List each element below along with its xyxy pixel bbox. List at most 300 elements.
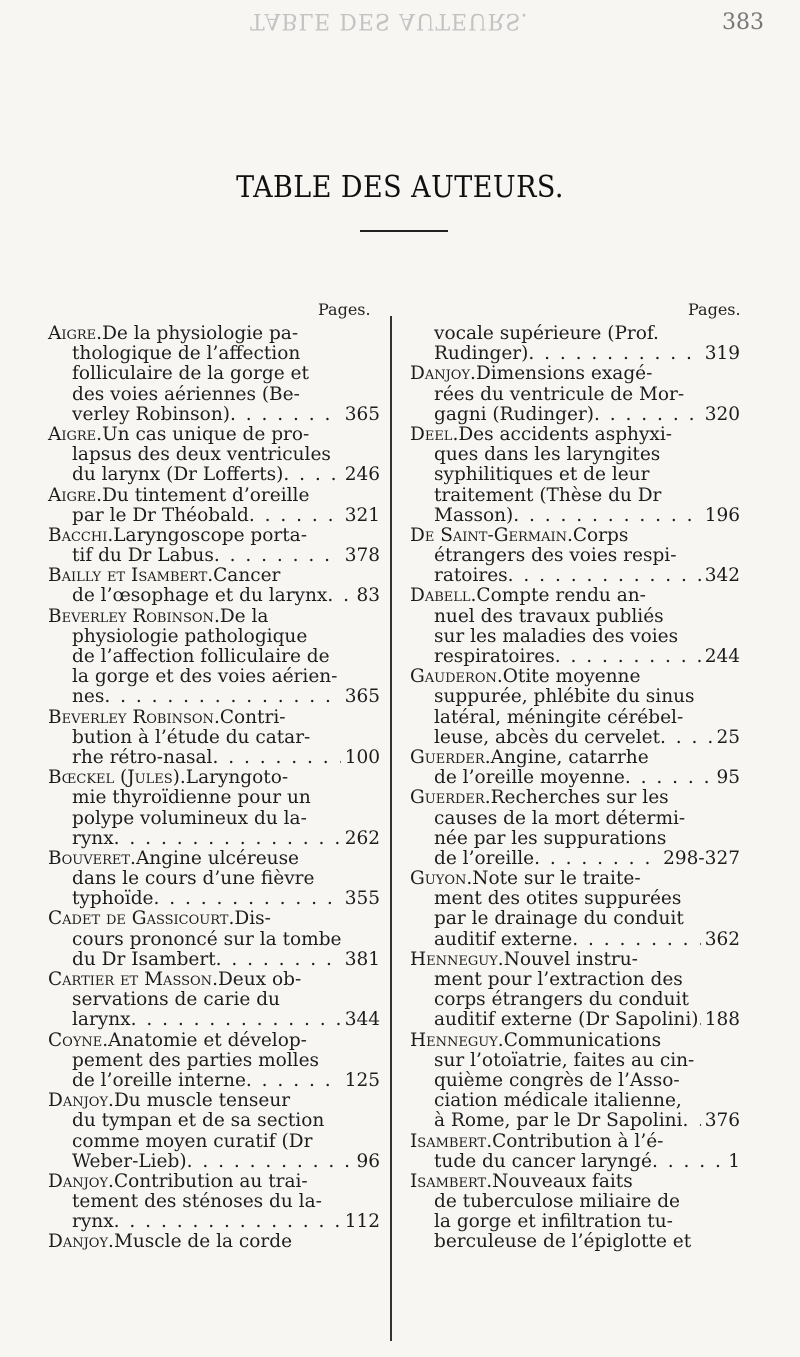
entry-line	[48, 627, 380, 647]
entry-line	[48, 1071, 380, 1091]
pages-header-left: Pages.	[318, 300, 371, 319]
entry-text: du larynx (Dr Lofferts)	[72, 464, 284, 486]
entry-text: respiratoires	[434, 646, 555, 667]
entry-author: Bouveret	[48, 847, 131, 869]
dot-leader	[513, 506, 700, 526]
index-entry	[410, 526, 740, 587]
entry-author: Isambert	[410, 1130, 487, 1152]
entry-text: Cancer	[213, 565, 281, 587]
entry-line: Isambert . Nouveaux faits	[410, 1170, 633, 1192]
entry-line	[48, 1192, 380, 1212]
index-entry	[48, 768, 380, 849]
entry-author: Henneguy	[410, 1029, 498, 1051]
entry-line: Cadet de Gassicourt . Dis-	[48, 908, 271, 930]
entry-text: du tympan et de sa section	[72, 1110, 325, 1132]
entry-text: leuse, abcès du cervelet	[434, 726, 661, 748]
entry-line: Dabell . Compte rendu an-	[410, 585, 646, 607]
entry-line	[410, 687, 740, 707]
entry-text: de l’oreille	[434, 847, 535, 869]
entry-line	[48, 586, 380, 606]
index-entry	[48, 1232, 380, 1252]
entry-author: Deel	[410, 423, 453, 445]
entry-text: syphilitiques et de leur	[434, 464, 650, 486]
entry-line	[48, 405, 380, 425]
entry-text: Contribution à l’é-	[492, 1130, 664, 1152]
entry-text: du Dr Isambert	[72, 948, 216, 970]
entry-text: tement des sténoses du la-	[72, 1191, 322, 1213]
dot-leader	[283, 465, 340, 485]
entry-line	[410, 324, 740, 344]
entry-text: Nouvel instru-	[503, 948, 638, 970]
entry-line: Guerder . Angine, catarrhe	[410, 746, 649, 768]
entry-page: 378	[344, 545, 380, 567]
entry-text: pement des parties molles	[72, 1049, 320, 1071]
entry-line	[410, 344, 740, 364]
entry-line: Danjoy . Dimensions exagé-	[410, 363, 653, 385]
entry-text: larynx	[72, 1009, 131, 1031]
entry-text: Muscle de la corde	[113, 1231, 293, 1253]
entry-text: berculeuse de l’épiglotte et	[434, 1231, 692, 1253]
entry-line	[48, 748, 380, 768]
entry-line	[48, 385, 380, 405]
entry-page: 262	[344, 827, 380, 849]
entry-text: Dimensions exagé-	[475, 363, 653, 385]
entry-line	[48, 506, 380, 526]
entry-line	[410, 627, 740, 647]
entry-author: Danjoy	[48, 1170, 109, 1192]
entry-text: Des accidents asphyxi-	[458, 423, 673, 445]
index-entry	[410, 364, 740, 425]
entry-text: auditif externe (Dr Sapolini)	[434, 1009, 699, 1031]
entry-text: nes	[72, 686, 105, 708]
index-entry	[410, 788, 740, 869]
entry-page: 25	[716, 726, 740, 748]
entry-line: Cartier et Masson . Deux ob-	[48, 969, 302, 990]
entry-line	[48, 364, 380, 384]
entry-page: 125	[344, 1069, 380, 1091]
entry-author: Henneguy	[410, 948, 498, 970]
entry-text: par le drainage du conduit	[434, 908, 684, 930]
entry-page: 188	[704, 1009, 740, 1031]
entry-line: Aigre . Un cas unique de pro-	[48, 423, 310, 445]
left-column	[48, 324, 380, 1253]
entry-text: Corps	[572, 524, 629, 546]
entry-page: 319	[704, 343, 740, 365]
entry-line: Deel . Des accidents asphyxi-	[410, 423, 673, 445]
entry-text: étrangers des voies respi-	[434, 545, 677, 567]
entry-line: Aigre . Du tintement d’oreille	[48, 484, 310, 506]
index-entry	[48, 566, 380, 606]
entry-page: 321	[344, 504, 380, 526]
entry-text: corps étrangers du conduit	[434, 989, 689, 1011]
entry-line	[48, 1132, 380, 1152]
entry-page: 298-327	[663, 847, 740, 869]
entry-page: 96	[356, 1150, 380, 1172]
dot-leader	[652, 1152, 724, 1172]
entry-author: Danjoy	[48, 1090, 109, 1112]
entry-author: Guyon	[410, 868, 467, 890]
entry-line: Danjoy . Contribution au trai-	[48, 1170, 308, 1192]
entry-author: Coyne	[48, 1029, 103, 1051]
entry-line	[48, 546, 380, 566]
index-entry	[48, 909, 380, 970]
index-entry	[48, 1031, 380, 1092]
entry-line	[410, 909, 740, 929]
entry-author: Aigre	[48, 423, 97, 445]
entry-page: 244	[704, 646, 740, 667]
entry-line	[48, 869, 380, 889]
entry-line	[410, 708, 740, 728]
entry-line	[48, 667, 380, 687]
entry-line	[410, 970, 740, 990]
entry-text: auditif externe	[434, 928, 573, 950]
entry-page: 196	[704, 504, 740, 526]
entry-line: Henneguy . Communications	[410, 1029, 662, 1051]
entry-text: de l’œsophage et du larynx	[72, 585, 328, 607]
entry-page: 344	[344, 1009, 380, 1031]
entry-text: de l’oreille interne	[72, 1069, 246, 1091]
entry-text: Note sur le traite-	[472, 868, 641, 890]
index-entry	[48, 708, 380, 769]
entry-page: 83	[356, 585, 380, 607]
index-entry	[48, 1091, 380, 1172]
entry-line	[48, 1010, 380, 1030]
dot-leader	[528, 344, 700, 364]
entry-page: 362	[704, 928, 740, 950]
entry-text: Deux ob-	[217, 969, 302, 990]
entry-line: Beverley Robinson . De la	[48, 605, 269, 627]
entry-text: thologique de l’affection	[72, 343, 301, 365]
entry-text: Laryngoto-	[185, 767, 289, 789]
entry-text: sur l’otoïatrie, faites au cin-	[434, 1049, 695, 1071]
index-entry	[48, 324, 380, 425]
entry-author: Isambert	[410, 1170, 487, 1192]
entry-text: Masson)	[434, 504, 514, 526]
entry-line	[410, 930, 740, 950]
entry-author: Aigre	[48, 323, 97, 344]
entry-text: Weber-Lieb)	[72, 1150, 187, 1172]
entry-text: née par les suppurations	[434, 827, 667, 849]
entry-text: Du muscle tenseur	[113, 1090, 291, 1112]
index-entry	[410, 667, 740, 748]
entry-text: Compte rendu an-	[476, 585, 646, 607]
entry-line	[410, 889, 740, 909]
entry-line	[410, 1111, 740, 1131]
dot-leader	[534, 849, 659, 869]
entry-text: par le Dr Théobald	[72, 504, 249, 526]
right-column	[410, 324, 740, 1253]
entry-text: verley Robinson)	[72, 403, 230, 425]
entry-line	[48, 687, 380, 707]
entry-text: bution à l’étude du catar-	[72, 726, 311, 748]
dot-leader	[154, 889, 341, 909]
dot-leader	[572, 930, 700, 950]
entry-line	[48, 1051, 380, 1071]
dot-leader	[327, 586, 352, 606]
entry-text: traitement (Thèse du Dr	[434, 484, 662, 506]
entry-page: 365	[344, 686, 380, 708]
entry-page: 100	[344, 746, 380, 768]
index-entry	[410, 586, 740, 667]
entry-text: latéral, méningite cérébel-	[434, 706, 684, 728]
entry-text: la gorge et des voies aérien-	[72, 666, 338, 688]
entry-line	[410, 1192, 740, 1212]
entry-text: la gorge et infiltration tu-	[434, 1211, 673, 1233]
entry-line	[410, 728, 740, 748]
entry-author: Danjoy	[410, 363, 471, 385]
entry-line	[410, 506, 740, 526]
entry-line: Guerder . Recherches sur les	[410, 787, 669, 809]
entry-line: Aigre . De la physiologie pa-	[48, 323, 299, 344]
dot-leader	[212, 748, 340, 768]
dot-leader	[594, 405, 701, 425]
entry-line	[410, 1212, 740, 1232]
index-entry	[48, 607, 380, 708]
entry-text: rhe rétro-nasal	[72, 746, 213, 768]
dot-leader	[187, 1152, 353, 1172]
entry-text: Nouveaux faits	[492, 1170, 633, 1192]
entry-line	[410, 607, 740, 627]
entry-line	[410, 1091, 740, 1111]
entry-line	[48, 788, 380, 808]
bleed-through-right	[420, 60, 431, 108]
dot-leader	[508, 566, 701, 586]
dot-leader	[114, 829, 341, 849]
entry-text: Otite moyenne	[502, 666, 641, 688]
entry-page: 365	[344, 403, 380, 425]
entry-line	[410, 445, 740, 465]
entry-author: Beverley Robinson	[48, 706, 214, 728]
entry-text: ment pour l’extraction des	[434, 969, 683, 990]
entry-line	[410, 647, 740, 667]
entry-page: 112	[344, 1211, 380, 1233]
page-number: 383	[722, 10, 764, 35]
pages-header-right: Pages.	[688, 300, 741, 319]
entry-text: rées du ventricule de Mor-	[434, 383, 685, 405]
entry-line: De Saint-Germain . Corps	[410, 524, 629, 546]
entry-line	[48, 728, 380, 748]
entry-page: 320	[704, 403, 740, 425]
entry-line	[410, 829, 740, 849]
entry-line: Guyon . Note sur le traite-	[410, 868, 641, 890]
entry-text: Dis-	[234, 908, 271, 930]
entry-text: des voies aériennes (Be-	[72, 383, 300, 405]
entry-text: suppurée, phlébite du sinus	[434, 686, 695, 708]
entry-text: à Rome, par le Dr Sapolini	[434, 1110, 683, 1132]
entry-text: lapsus des deux ventricules	[72, 444, 331, 466]
entry-author: Bacchi	[48, 524, 108, 546]
entry-line	[48, 445, 380, 465]
entry-line	[410, 385, 740, 405]
entry-author: De Saint-Germain	[410, 524, 567, 546]
entry-line	[410, 849, 740, 869]
entry-text: de tuberculose miliaire de	[434, 1191, 681, 1213]
entry-line	[48, 1152, 380, 1172]
entry-line	[410, 768, 740, 788]
entry-line	[48, 930, 380, 950]
index-entry	[410, 1172, 740, 1253]
entry-line	[410, 1010, 740, 1030]
index-entry	[410, 950, 740, 1031]
entry-page: 376	[704, 1110, 740, 1132]
entry-text: Du tintement d’oreille	[102, 484, 310, 506]
entry-text: Communications	[503, 1029, 662, 1051]
page-title: TABLE DES AUTEURS.	[236, 170, 564, 206]
entry-text: Rudinger)	[434, 343, 529, 365]
entry-text: tif du Dr Labus	[72, 545, 214, 567]
index-entry	[48, 526, 380, 566]
entry-line	[410, 809, 740, 829]
entry-line	[410, 405, 740, 425]
entry-line: Bacchi . Laryngoscope porta-	[48, 524, 307, 546]
entry-text: quième congrès de l’Asso-	[434, 1069, 680, 1091]
dot-leader	[555, 647, 701, 667]
entry-text: Recherches sur les	[490, 787, 669, 809]
index-entry	[410, 324, 740, 364]
entry-text: comme moyen curatif (Dr	[72, 1130, 313, 1152]
entry-line	[410, 1232, 740, 1252]
index-entry	[410, 425, 740, 526]
entry-text: ciation médicale italienne,	[434, 1090, 682, 1112]
entry-text: Anatomie et dévelop-	[108, 1029, 307, 1051]
entry-text: vocale supérieure (Prof.	[434, 323, 659, 344]
entry-text: dans le cours d’une fièvre	[72, 868, 315, 890]
entry-text: cours prononcé sur la tombe	[72, 928, 342, 950]
entry-line: Bœckel (Jules) . Laryngoto-	[48, 767, 289, 789]
entry-line: Bailly et Isambert . Cancer	[48, 565, 281, 587]
index-entry	[48, 1172, 380, 1233]
entry-text: causes de la mort détermi-	[434, 807, 686, 829]
dot-leader	[131, 1010, 341, 1030]
entry-line	[48, 829, 380, 849]
entry-text: typhoïde	[72, 888, 154, 910]
column-divider	[390, 316, 392, 1341]
index-entry	[410, 748, 740, 788]
entry-line	[48, 990, 380, 1010]
entry-author: Guerder	[410, 787, 485, 809]
entry-author: Dabell	[410, 585, 471, 607]
dot-leader	[114, 1212, 341, 1232]
entry-author: Gauderon	[410, 666, 497, 688]
entry-text: Contri-	[219, 706, 286, 728]
dot-leader	[246, 1071, 341, 1091]
index-entry	[48, 486, 380, 526]
entry-text: mie thyroïdienne pour un	[72, 787, 311, 809]
entry-line	[48, 1212, 380, 1232]
entry-text: physiologie pathologique	[72, 625, 308, 647]
entry-text: Angine, catarrhe	[490, 746, 649, 768]
entry-line	[48, 950, 380, 970]
dot-leader	[625, 768, 713, 788]
entry-line: Coyne . Anatomie et dévelop-	[48, 1029, 307, 1051]
title-rule	[360, 230, 448, 232]
index-entry	[48, 425, 380, 486]
entry-line	[410, 1051, 740, 1071]
entry-author: Cadet de Gassicourt	[48, 908, 229, 930]
entry-text: Un cas unique de pro-	[102, 423, 310, 445]
entry-line	[48, 809, 380, 829]
entry-page: 355	[344, 888, 380, 910]
entry-author: Guerder	[410, 746, 485, 768]
entry-text: gagni (Rudinger)	[434, 403, 595, 425]
entry-line	[410, 990, 740, 1010]
entry-line	[410, 546, 740, 566]
entry-text: rynx	[72, 1211, 114, 1233]
entry-author: Beverley Robinson	[48, 605, 214, 627]
index-entry	[410, 1031, 740, 1132]
entry-text: ratoires	[434, 565, 508, 587]
entry-line	[410, 1071, 740, 1091]
entry-line: Beverley Robinson . Contri-	[48, 706, 286, 728]
entry-text: de l’oreille moyenne	[434, 767, 625, 789]
entry-line: Henneguy . Nouvel instru-	[410, 948, 638, 970]
entry-line	[410, 1152, 740, 1172]
entry-text: Angine ulcéreuse	[135, 847, 300, 869]
entry-line	[48, 344, 380, 364]
entry-line: Bouveret . Angine ulcéreuse	[48, 847, 300, 869]
entry-text: tude du cancer laryngé	[434, 1150, 652, 1172]
index-entry	[48, 970, 380, 1031]
entry-line: Isambert . Contribution à l’é-	[410, 1130, 664, 1152]
dot-leader	[660, 728, 712, 748]
entry-text: folliculaire de la gorge et	[72, 363, 309, 385]
index-entry	[410, 869, 740, 950]
index-entry	[48, 849, 380, 910]
entry-author: Bœckel (Jules)	[48, 767, 180, 789]
entry-line	[48, 647, 380, 667]
entry-line: Danjoy . Du muscle tenseur	[48, 1090, 291, 1112]
entry-author: Cartier et Masson	[48, 969, 213, 990]
entry-line: Gauderon . Otite moyenne	[410, 666, 641, 688]
entry-page: 381	[344, 948, 380, 970]
entry-text: de l’affection folliculaire de	[72, 646, 330, 667]
entry-text: servations de carie du	[72, 989, 280, 1011]
entry-text: De la	[219, 605, 269, 627]
bleed-through-left	[40, 60, 51, 108]
entry-author: Bailly et Isambert	[48, 565, 208, 587]
entry-text: Contribution au trai-	[113, 1170, 308, 1192]
entry-page: 95	[716, 767, 740, 789]
entry-text: nuel des travaux publiés	[434, 605, 664, 627]
dot-leader	[216, 950, 341, 970]
entry-text: sur les maladies des voies	[434, 625, 679, 647]
dot-leader	[104, 687, 340, 707]
entry-author: Danjoy	[48, 1231, 109, 1253]
entry-line	[410, 486, 740, 506]
entry-page: 342	[704, 565, 740, 587]
entry-page: 246	[344, 464, 380, 486]
entry-author: Aigre	[48, 484, 97, 506]
entry-line	[410, 566, 740, 586]
entry-line: Danjoy . Muscle de la corde	[48, 1231, 293, 1253]
dot-leader	[682, 1111, 700, 1131]
dot-leader	[249, 506, 341, 526]
dot-leader	[230, 405, 341, 425]
dot-leader	[214, 546, 341, 566]
entry-page: 1	[728, 1150, 740, 1172]
entry-text: ques dans les laryngites	[434, 444, 661, 466]
entry-text: polype volumineux du la-	[72, 807, 307, 829]
entry-line	[48, 1111, 380, 1131]
entry-text: De la physiologie pa-	[102, 323, 299, 344]
entry-line	[410, 465, 740, 485]
entry-line	[48, 465, 380, 485]
entry-line	[48, 889, 380, 909]
entry-text: Laryngoscope porta-	[113, 524, 307, 546]
entry-text: rynx	[72, 827, 114, 849]
entry-text: ment des otites suppurées	[434, 888, 682, 910]
index-entry	[410, 1132, 740, 1172]
